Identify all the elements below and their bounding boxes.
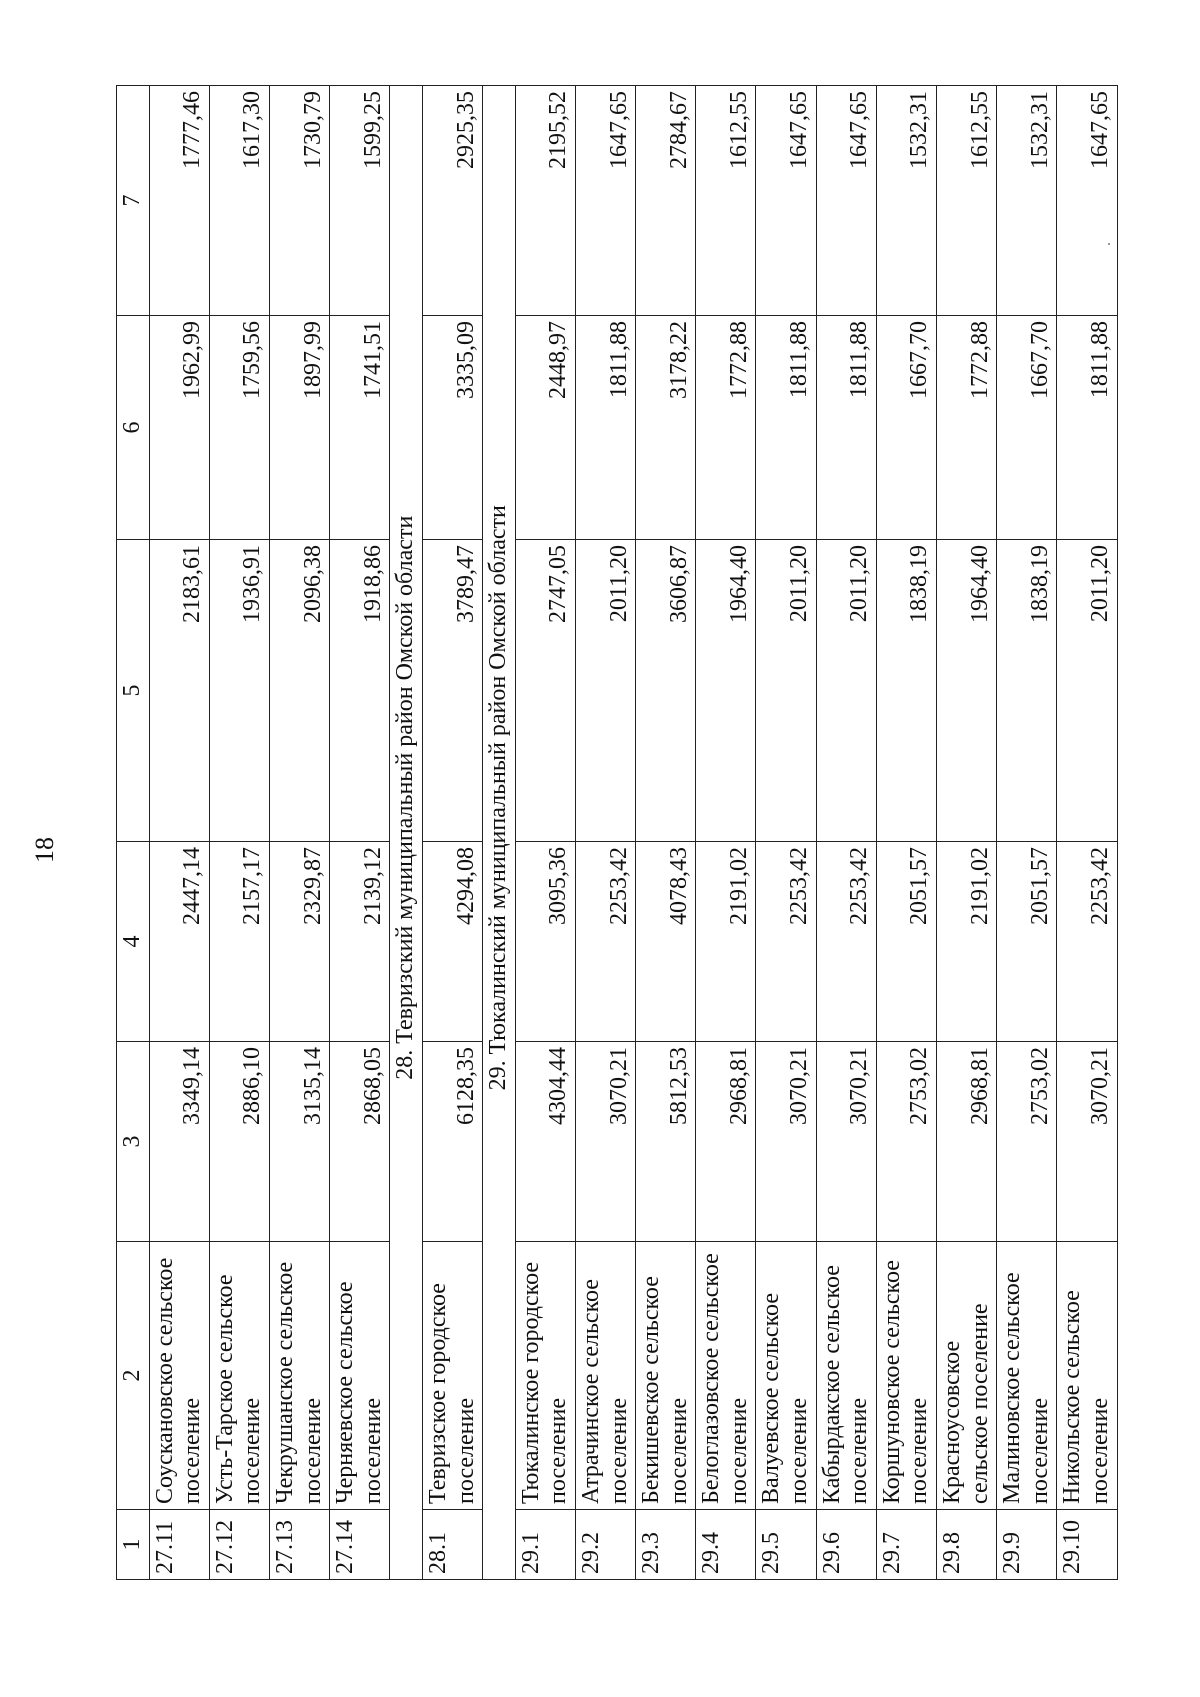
- table-row: [816, 86, 876, 1580]
- row-code: 27.12: [209, 1510, 269, 1580]
- row-code: 29.1: [515, 1510, 575, 1580]
- value-col-7: 1647,65: [1057, 86, 1117, 316]
- column-header: 7: [117, 86, 150, 316]
- value-col-4: 2191,02: [696, 842, 756, 1042]
- value-col-7: 1730,79: [269, 86, 329, 316]
- value-col-3: 3070,21: [575, 1042, 635, 1242]
- value-col-4: 2253,42: [575, 842, 635, 1042]
- value-col-3: 2886,10: [209, 1042, 269, 1242]
- value-col-5: 2011,20: [575, 540, 635, 842]
- value-col-7: 2195,52: [515, 86, 575, 316]
- value-col-3: 2753,02: [876, 1042, 936, 1242]
- value-col-6: 3178,22: [636, 316, 696, 540]
- settlement-name: Черняевское сельское поселение: [330, 1242, 390, 1510]
- value-col-4: 2253,42: [816, 842, 876, 1042]
- row-code: 29.9: [997, 1510, 1057, 1580]
- column-header: 1: [117, 1510, 150, 1580]
- value-col-5: 2011,20: [816, 540, 876, 842]
- table-row: [422, 86, 482, 1580]
- settlement-name: Чекрушанское сельское поселение: [269, 1242, 329, 1510]
- value-col-5: 2096,38: [269, 540, 329, 842]
- value-col-3: 5812,53: [636, 1042, 696, 1242]
- settlement-name: Атрачинское сельское поселение: [575, 1242, 635, 1510]
- value-col-6: 1772,88: [696, 316, 756, 540]
- value-col-3: 3070,21: [816, 1042, 876, 1242]
- value-col-3: 2753,02: [997, 1042, 1057, 1242]
- table-row: [636, 86, 696, 1580]
- settlement-name: Красноусовское сельское поселение: [937, 1242, 997, 1510]
- value-col-7: 1532,31: [876, 86, 936, 316]
- value-col-3: 3070,21: [1057, 1042, 1117, 1242]
- value-col-6: 1962,99: [149, 316, 209, 540]
- value-col-4: 2051,57: [997, 842, 1057, 1042]
- value-col-7: 2925,35: [422, 86, 482, 316]
- row-code: 27.13: [269, 1510, 329, 1580]
- row-code: 29.3: [636, 1510, 696, 1580]
- settlement-name: Соускановское сельское поселение: [149, 1242, 209, 1510]
- section-blank-cell: [390, 1510, 423, 1580]
- row-code: 27.11: [149, 1510, 209, 1580]
- value-col-7: 1777,46: [149, 86, 209, 316]
- row-code: 28.1: [422, 1510, 482, 1580]
- value-col-4: 3095,36: [515, 842, 575, 1042]
- value-col-3: 3349,14: [149, 1042, 209, 1242]
- value-col-5: 2183,61: [149, 540, 209, 842]
- value-col-3: 3135,14: [269, 1042, 329, 1242]
- value-col-5: 3606,87: [636, 540, 696, 842]
- row-code: 29.10: [1057, 1510, 1117, 1580]
- value-col-3: 6128,35: [422, 1042, 482, 1242]
- table-row: [1057, 86, 1117, 1580]
- settlement-name: Кабырдакское сельское поселение: [816, 1242, 876, 1510]
- row-code: 29.4: [696, 1510, 756, 1580]
- column-header: 2: [117, 1242, 150, 1510]
- section-blank-cell: [483, 1510, 516, 1580]
- column-header: 4: [117, 842, 150, 1042]
- value-col-4: 2051,57: [876, 842, 936, 1042]
- value-col-6: 1741,51: [330, 316, 390, 540]
- section-title-row: [390, 86, 423, 1580]
- value-col-6: 1759,56: [209, 316, 269, 540]
- table-row: [756, 86, 816, 1580]
- value-col-4: 2139,12: [330, 842, 390, 1042]
- value-col-5: 2011,20: [756, 540, 816, 842]
- value-col-5: 1838,19: [876, 540, 936, 842]
- value-col-7: 1532,31: [997, 86, 1057, 316]
- row-code: 29.5: [756, 1510, 816, 1580]
- row-code: 29.2: [575, 1510, 635, 1580]
- table-body: [149, 86, 1117, 1580]
- table-row: [575, 86, 635, 1580]
- row-code: 29.8: [937, 1510, 997, 1580]
- value-col-7: 2784,67: [636, 86, 696, 316]
- value-col-5: 1936,91: [209, 540, 269, 842]
- scan-speck: [1108, 243, 1110, 245]
- value-col-7: 1612,55: [937, 86, 997, 316]
- column-header: 5: [117, 540, 150, 842]
- value-col-7: 1647,65: [575, 86, 635, 316]
- value-col-7: 1617,30: [209, 86, 269, 316]
- section-title: 29. Тюкалинский муниципальный район Омской области: [483, 86, 516, 1510]
- value-col-6: 3335,09: [422, 316, 482, 540]
- table-row: [149, 86, 209, 1580]
- value-col-4: 2253,42: [1057, 842, 1117, 1042]
- value-col-7: 1612,55: [696, 86, 756, 316]
- value-col-5: 3789,47: [422, 540, 482, 842]
- settlement-name: Белоглазовское сельское поселение: [696, 1242, 756, 1510]
- settlement-name: Усть-Тарское сельское поселение: [209, 1242, 269, 1510]
- value-col-3: 3070,21: [756, 1042, 816, 1242]
- column-number-header-row: [117, 86, 150, 1580]
- settlement-name: Малиновское сельское поселение: [997, 1242, 1057, 1510]
- table-row: [876, 86, 936, 1580]
- value-col-6: 1811,88: [756, 316, 816, 540]
- table-region: [116, 86, 1113, 1580]
- row-code: 29.7: [876, 1510, 936, 1580]
- value-col-6: 1811,88: [816, 316, 876, 540]
- value-col-6: 2448,97: [515, 316, 575, 540]
- value-col-5: 1964,40: [696, 540, 756, 842]
- rotated-table-container: [116, 86, 1113, 1580]
- value-col-6: 1772,88: [937, 316, 997, 540]
- value-col-3: 4304,44: [515, 1042, 575, 1242]
- value-col-3: 2968,81: [696, 1042, 756, 1242]
- settlement-name: Никольское сельское поселение: [1057, 1242, 1117, 1510]
- value-col-7: 1647,65: [756, 86, 816, 316]
- value-col-6: 1667,70: [997, 316, 1057, 540]
- settlement-name: Коршуновское сельское поселение: [876, 1242, 936, 1510]
- value-col-4: 2253,42: [756, 842, 816, 1042]
- value-col-5: 2747,05: [515, 540, 575, 842]
- page-number: 18: [30, 837, 59, 863]
- table-row: [269, 86, 329, 1580]
- value-col-7: 1647,65: [816, 86, 876, 316]
- value-col-4: 2191,02: [937, 842, 997, 1042]
- value-col-6: 1667,70: [876, 316, 936, 540]
- table-row: [937, 86, 997, 1580]
- value-col-4: 2447,14: [149, 842, 209, 1042]
- value-col-5: 2011,20: [1057, 540, 1117, 842]
- value-col-5: 1918,86: [330, 540, 390, 842]
- row-code: 29.6: [816, 1510, 876, 1580]
- table-row: [997, 86, 1057, 1580]
- value-col-7: 1599,25: [330, 86, 390, 316]
- value-col-4: 4078,43: [636, 842, 696, 1042]
- table-row: [330, 86, 390, 1580]
- table-row: [696, 86, 756, 1580]
- value-col-3: 2968,81: [937, 1042, 997, 1242]
- section-title-row: [483, 86, 516, 1580]
- value-col-6: 1811,88: [1057, 316, 1117, 540]
- table-row: [515, 86, 575, 1580]
- value-col-6: 1811,88: [575, 316, 635, 540]
- column-header: 6: [117, 316, 150, 540]
- value-col-5: 1964,40: [937, 540, 997, 842]
- table-row: [209, 86, 269, 1580]
- value-col-3: 2868,05: [330, 1042, 390, 1242]
- row-code: 27.14: [330, 1510, 390, 1580]
- value-col-6: 1897,99: [269, 316, 329, 540]
- tariff-table: [116, 85, 1118, 1580]
- settlement-name: Тевризское городское поселение: [422, 1242, 482, 1510]
- column-header: 3: [117, 1042, 150, 1242]
- value-col-5: 1838,19: [997, 540, 1057, 842]
- settlement-name: Бекишевское сельское поселение: [636, 1242, 696, 1510]
- value-col-4: 2329,87: [269, 842, 329, 1042]
- settlement-name: Валуевское сельское поселение: [756, 1242, 816, 1510]
- value-col-4: 2157,17: [209, 842, 269, 1042]
- settlement-name: Тюкалинское городское поселение: [515, 1242, 575, 1510]
- section-title: 28. Тевризский муниципальный район Омской области: [390, 86, 423, 1510]
- value-col-4: 4294,08: [422, 842, 482, 1042]
